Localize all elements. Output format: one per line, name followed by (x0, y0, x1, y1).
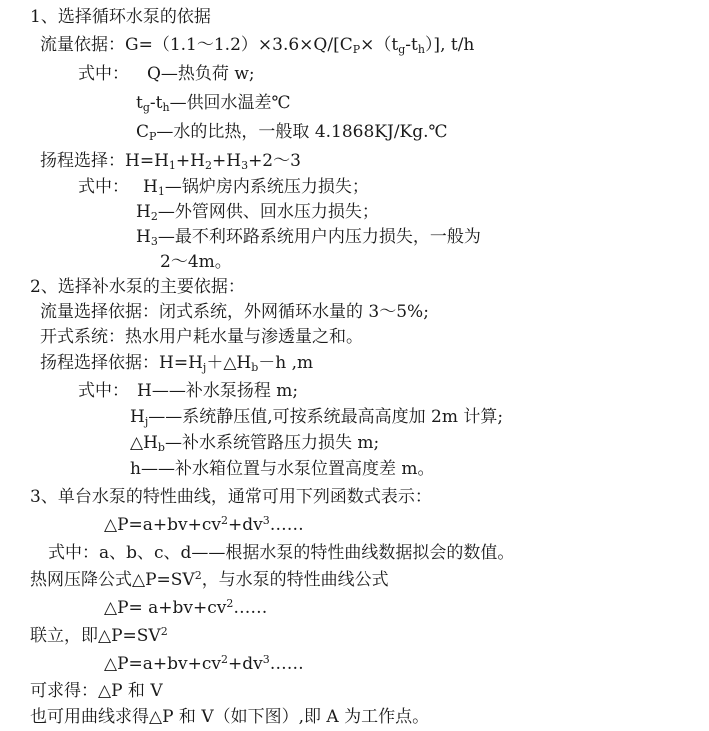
pump-curve-formula: $\triangle P=a+bv+cv^2+dv^3\dots\dots$ (104, 514, 304, 535)
coefficients-def: 式中：a、b、c、d——根据水泵的特性曲线数据拟会的数值。 (48, 543, 515, 563)
static-pressure-def: $H_j——$系统静压值,可按系统最高高度加 2m 计算; (130, 407, 504, 428)
where-label-2: 式中： $H_1—$锅炉房内系统压力损失； (78, 177, 369, 198)
makeup-head-def: H——补水泵扬程 m; (137, 381, 299, 401)
section1-title: 1、选择循环水泵的依据 (30, 7, 211, 27)
h3-def: $H_3—$最不利环路系统用户内压力损失，一般为 (136, 227, 481, 248)
network-drop-formula: 热网压降公式$\triangle P=SV^2$，与水泵的特性曲线公式 (30, 569, 389, 590)
pump-curve-formula-2: △P= $a+bv+cv^2\dots\dots$ (104, 597, 268, 618)
section3-title: 3、单台水泵的特性曲线，通常可用下列函数式表示： (30, 487, 432, 507)
makeup-flow-open: 开式系统：热水用户耗水量与渗透量之和。 (40, 327, 363, 347)
h3-def-cont: 2～4m。 (160, 252, 232, 272)
makeup-flow-closed: 流量选择依据：闭式系统，外网循环水量的 3～5%; (40, 302, 429, 322)
solve-result: 可求得：△P 和 V (30, 681, 163, 701)
pump-curve-formula-3: $\triangle P=a+bv+cv^2+dv^3\dots\dots$ (104, 653, 304, 674)
simultaneous-formula: 联立，即$\triangle P=SV^2$ (30, 625, 168, 646)
where-label-1: 式中： Q—热负荷 w; (78, 64, 255, 84)
specific-heat-def: $C_P—$水的比热，一般取 4.1868KJ/Kg.℃ (136, 122, 448, 143)
circ-flow-formula: 流量依据：$G=(1.1\sim 1.2)\times 3.6\times Q/[C_P\times(t_g-t_h)]$, t/h (40, 35, 475, 56)
temp-diff-def: $t_g-t_h—$供回水温差℃ (136, 93, 291, 114)
circ-head-formula: 扬程选择：$H=H_1+H_2+H_3+2\sim 3$ (40, 151, 301, 172)
curve-method: 也可用曲线求得△P 和 V（如下图）,即 A 为工作点。 (30, 707, 430, 727)
heat-load-def: Q—热负荷 w; (147, 64, 255, 84)
section2-title: 2、选择补水泵的主要依据： (30, 277, 245, 297)
where-label-3: 式中： H——补水泵扬程 m; (78, 381, 299, 401)
h2-def: $H_2—$外管网供、回水压力损失； (136, 202, 379, 223)
makeup-head-formula: 扬程选择依据：$H=H_j+\triangle H_b-h$ ,m (40, 353, 314, 374)
h1-def: $H_1—$锅炉房内系统压力损失； (143, 177, 369, 198)
tank-height-def: h——补水箱位置与水泵位置高度差 m。 (130, 459, 435, 479)
makeup-loss-def: $\triangle H_b—$补水系统管路压力损失 m; (130, 433, 380, 454)
